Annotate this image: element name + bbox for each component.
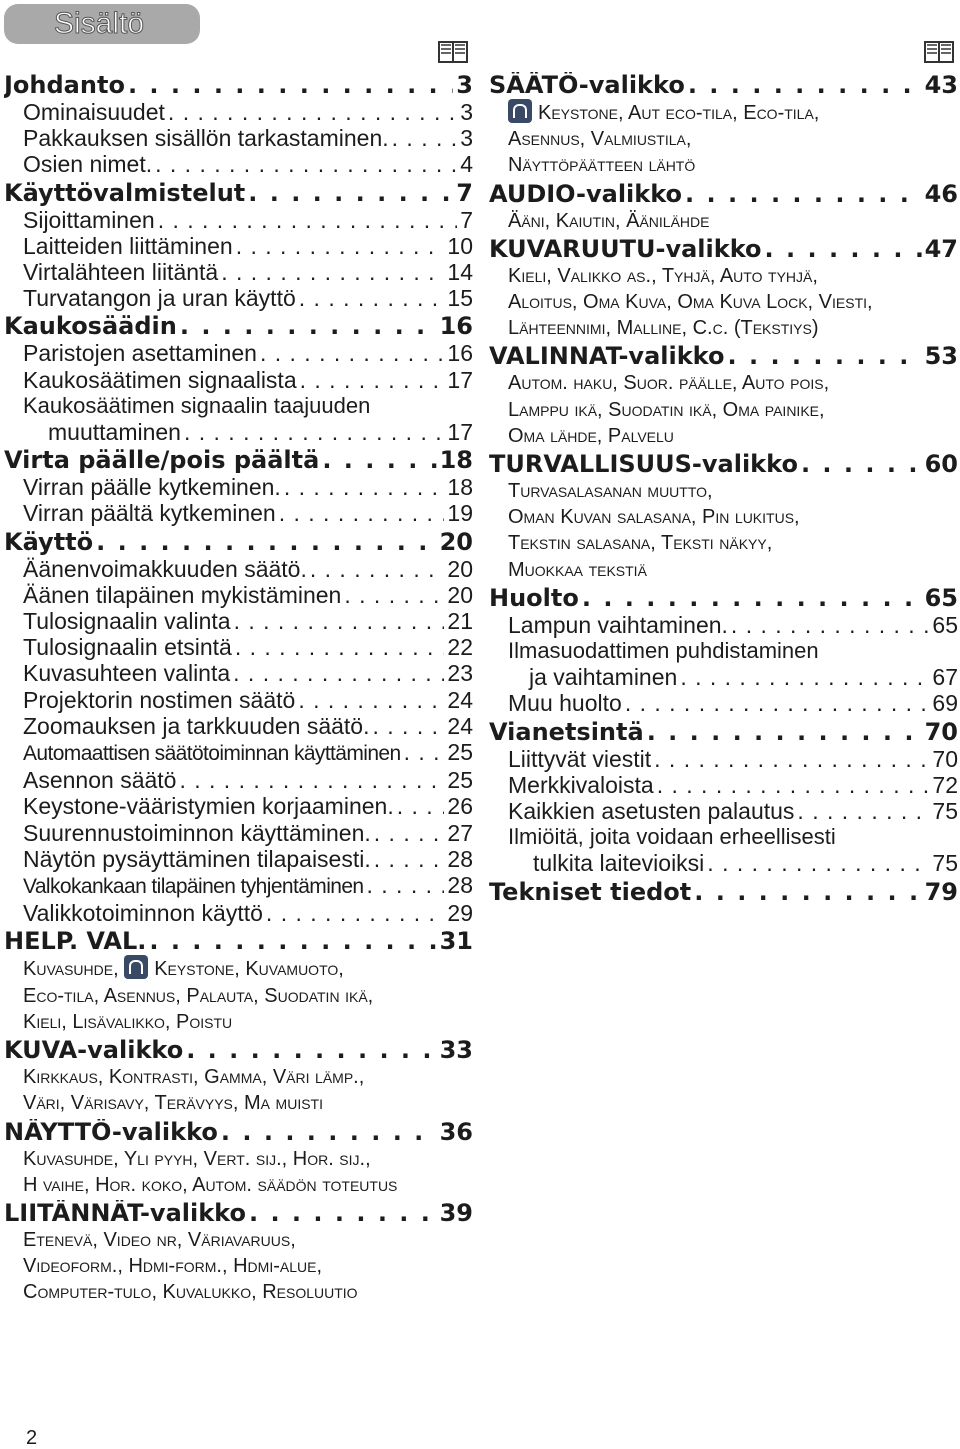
toc-entry-title: Osien nimet.: [23, 151, 153, 178]
dot-leader: [797, 798, 929, 824]
toc-submenu-text: Muokkaa tekstiä: [508, 558, 647, 581]
toc-submenu-text: Kuvasuhde, Yli pyyh, Vert. sij., Hor. sij.,: [23, 1147, 371, 1170]
toc-submenu-line: [4, 1009, 473, 1035]
toc-entry[interactable]: [4, 767, 473, 793]
dot-leader: [582, 585, 922, 612]
toc-right-column: [489, 70, 958, 906]
page-ref: 21: [447, 608, 473, 635]
dot-leader: [322, 447, 436, 474]
page-ref: 70: [924, 718, 958, 746]
toc-entry[interactable]: [4, 687, 473, 713]
dot-leader: [96, 529, 436, 556]
toc-submenu-text: Computer-tulo, Kuvalukko, Resoluutio: [23, 1281, 358, 1304]
page-ref: 25: [447, 739, 473, 766]
toc-entry[interactable]: [4, 151, 473, 177]
toc-chapter-title: LIITÄNNÄT-valikko: [4, 1199, 246, 1227]
toc-submenu-text: Kirkkaus, Kontrasti, Gamma, Väri lämp.,: [23, 1066, 365, 1089]
page-ref: 18: [439, 447, 473, 475]
book-icon: [924, 40, 954, 64]
dot-leader: [694, 879, 921, 906]
toc-entry-title: Kaukosäätimen signaalista: [23, 366, 297, 393]
toc-submenu-line: [4, 1090, 473, 1116]
toc-entry-title: Tulosignaalin etsintä: [23, 634, 232, 661]
toc-submenu-text: Oman Kuvan salasana, Pin lukitus,: [508, 506, 800, 529]
toc-submenu-line: [4, 983, 473, 1009]
toc-chapter-title: VALINNAT-valikko: [489, 343, 725, 371]
dot-leader: [179, 767, 444, 793]
dot-leader: [765, 236, 922, 263]
toc-entry-title: Lampun vaihtaminen.: [508, 611, 728, 638]
toc-entry[interactable]: [4, 259, 473, 285]
dot-leader: [310, 556, 445, 582]
section-banner: [4, 4, 200, 44]
toc-entry-text: Kaukosäätimen signaalin taajuuden: [23, 392, 371, 418]
toc-entry-title: Projektorin nostimen säätö: [23, 686, 296, 713]
page-ref: 27: [447, 819, 473, 846]
toc-entry[interactable]: [4, 125, 473, 151]
page-ref: 17: [447, 419, 473, 446]
toc-submenu-text: Väri, Värisavy, Terävyys, Ma muisti: [23, 1092, 323, 1115]
dot-leader: [374, 820, 445, 846]
toc-entry[interactable]: [489, 772, 958, 798]
toc-entry-title: Laitteiden liittäminen: [23, 232, 233, 259]
toc-chapter-title: Käyttö: [4, 528, 94, 556]
toc-submenu-line: [489, 370, 958, 396]
toc-submenu-text: Kuvasuhde,: [23, 958, 125, 981]
dot-leader: [392, 125, 458, 151]
toc-entry-title: Keystone-vääristymien korjaaminen.: [23, 793, 394, 820]
dot-leader: [158, 207, 458, 233]
toc-entry-title: Zoomauksen ja tarkkuuden säätö.: [23, 712, 370, 739]
toc-chapter[interactable]: [489, 451, 958, 478]
toc-entry[interactable]: [4, 340, 473, 366]
toc-chapter[interactable]: [4, 1200, 473, 1227]
dot-leader: [149, 928, 436, 955]
toc-entry-title: Turvatangon ja uran käyttö: [23, 285, 296, 312]
toc-entry[interactable]: [4, 846, 473, 872]
section-title: Sisältö: [54, 7, 145, 40]
dot-leader: [221, 259, 444, 285]
page-ref: 20: [439, 528, 473, 556]
toc-entry[interactable]: [489, 612, 958, 638]
toc-submenu-text: Tekstin salasana, Teksti näkyy,: [508, 532, 773, 555]
toc-submenu-text: Näyttöpäätteen lähtö: [508, 154, 696, 177]
toc-chapter[interactable]: [489, 343, 958, 370]
dot-leader: [260, 340, 444, 366]
toc-submenu-line: [489, 478, 958, 504]
page-ref: 69: [932, 690, 958, 717]
toc-submenu-line: [489, 423, 958, 449]
toc-chapter-title: HELP. VAL.: [4, 928, 147, 956]
toc-submenu-line: [489, 99, 958, 126]
toc-submenu-text: Videoform., Hdmi-form., Hdmi-alue,: [23, 1255, 322, 1278]
toc-entry[interactable]: [4, 634, 473, 660]
toc-entry-title: Sijoittaminen: [23, 206, 155, 233]
toc-entry[interactable]: [4, 285, 473, 311]
toc-chapter[interactable]: [489, 181, 958, 208]
toc-submenu-line: [489, 397, 958, 423]
toc-submenu-line: [4, 1227, 473, 1253]
toc-chapter[interactable]: [4, 313, 473, 340]
dot-leader: [234, 608, 445, 634]
page-ref: 4: [460, 151, 473, 178]
keystone-icon: [508, 99, 532, 123]
toc-entry[interactable]: [4, 582, 473, 608]
toc-chapter[interactable]: [489, 72, 958, 99]
toc-entry-title: Pakkauksen sisällön tarkastaminen.: [23, 125, 389, 152]
page-ref: 20: [447, 581, 473, 608]
toc-entry[interactable]: [4, 500, 473, 526]
toc-chapter-title: KUVA-valikko: [4, 1037, 184, 1065]
toc-entry-title: Kuvasuhteen valinta: [23, 660, 231, 687]
page-ref: 43: [924, 72, 958, 99]
dot-leader: [374, 846, 445, 872]
page-ref: 33: [439, 1037, 473, 1065]
page-ref: 29: [447, 900, 473, 927]
dot-leader: [266, 900, 444, 926]
dot-leader: [279, 500, 445, 526]
dot-leader: [731, 612, 929, 638]
toc-submenu-line: [4, 1253, 473, 1279]
toc-submenu-line: [4, 1146, 473, 1172]
page-ref: 79: [924, 878, 958, 906]
toc-submenu-line: [4, 1279, 473, 1305]
toc-entry[interactable]: [489, 690, 958, 716]
dot-leader: [657, 772, 930, 798]
dot-leader: [654, 746, 929, 772]
page-ref: 16: [439, 313, 473, 341]
toc-chapter[interactable]: [4, 1037, 473, 1064]
toc-chapter[interactable]: [489, 719, 958, 746]
page-ref: 28: [447, 845, 473, 872]
toc-entry-title: Virran päälle kytkeminen.: [23, 474, 281, 501]
toc-entry-title: Näytön pysäyttäminen tilapaisesti.: [23, 845, 371, 872]
toc-entry-title: Liittyvät viestit: [508, 745, 652, 772]
toc-entry-title: Äänen tilapäinen mykistäminen: [23, 581, 342, 608]
dot-leader: [801, 451, 922, 478]
page-ref: 7: [460, 206, 473, 233]
toc-submenu-text: Ääni, Kaiutin, Äänilähde: [508, 209, 710, 232]
toc-chapter[interactable]: [489, 236, 958, 263]
dot-leader: [184, 419, 444, 445]
page-ref: 47: [924, 235, 958, 263]
toc-entry-title: Merkkivaloista: [508, 771, 654, 798]
page-ref: 3: [460, 99, 473, 125]
toc-entry[interactable]: [489, 798, 958, 824]
page-ref: 24: [447, 712, 473, 739]
dot-leader: [248, 180, 453, 207]
toc-chapter-title: Huolto: [489, 584, 579, 612]
toc-chapter-title: Kaukosäädin: [4, 313, 177, 341]
toc-entry-title: Kaikkien asetusten palautus: [508, 798, 795, 825]
toc-entry-text: Ilmiöitä, joita voidaan erheellisesti: [508, 824, 836, 850]
page-ref: 67: [932, 664, 958, 691]
page-ref: 53: [924, 343, 958, 371]
page-ref: 3: [460, 125, 473, 152]
toc-submenu-text: Aloitus, Oma Kuva, Oma Kuva Lock, Viesti,: [508, 291, 873, 314]
toc-entry-title: Äänenvoimakkuuden säätö.: [23, 555, 307, 582]
dot-leader: [685, 181, 922, 208]
page-ref: 19: [447, 500, 473, 527]
toc-entry[interactable]: [4, 872, 473, 900]
toc-submenu-line: [489, 557, 958, 583]
page-ref: 16: [447, 340, 473, 367]
dot-leader: [235, 634, 445, 660]
toc-entry-title: Valikkotoiminnon käyttö: [23, 900, 263, 927]
toc-entry-title: muuttaminen: [48, 419, 181, 446]
toc-chapter[interactable]: [489, 879, 958, 906]
keystone-icon: [124, 955, 148, 979]
toc-chapter[interactable]: [4, 180, 473, 207]
toc-entry[interactable]: [489, 664, 958, 690]
toc-entry-title: Valkokankaan tilapäinen tyhjentäminen: [23, 875, 364, 899]
toc-submenu-line: [4, 1064, 473, 1090]
toc-left-column: [4, 70, 473, 1306]
dot-leader: [128, 72, 453, 99]
toc-entry-title: Automaattisen säätötoiminnan käyttäminen: [23, 742, 401, 766]
dot-leader: [186, 1037, 436, 1064]
page-number: 2: [26, 1427, 38, 1449]
toc-entry-title: Suurennustoiminnon käyttäminen.: [23, 819, 371, 846]
toc-entry[interactable]: [4, 900, 473, 926]
page-ref: 15: [447, 285, 473, 312]
dot-leader: [155, 151, 457, 177]
page-ref: 72: [932, 771, 958, 798]
toc-entry[interactable]: [4, 419, 473, 445]
toc-entry[interactable]: [4, 739, 473, 767]
toc-chapter-title: KUVARUUTU-valikko: [489, 235, 762, 263]
toc-entry[interactable]: [4, 793, 473, 819]
toc-entry[interactable]: [4, 820, 473, 846]
toc-entry[interactable]: [4, 660, 473, 686]
toc-entry-title: ja vaihtaminen: [529, 664, 678, 691]
toc-entry-title: Muu huolto: [508, 690, 622, 717]
toc-entry[interactable]: [4, 713, 473, 739]
dot-leader: [397, 793, 445, 819]
dot-leader: [404, 739, 445, 765]
dot-leader: [707, 850, 929, 876]
dot-leader: [233, 660, 444, 686]
toc-entry[interactable]: [4, 474, 473, 500]
toc-chapter-title: Johdanto: [4, 72, 125, 99]
toc-entry-title: Asennon säätö: [23, 767, 177, 794]
toc-submenu-line: [489, 126, 958, 152]
dot-leader: [284, 474, 445, 500]
toc-chapter[interactable]: [4, 529, 473, 556]
toc-submenu-text: Lamppu ikä, Suodatin ikä, Oma painike,: [508, 398, 825, 421]
page-ref: 14: [447, 259, 473, 286]
toc-entry-title: Ominaisuudet: [23, 99, 165, 125]
dot-leader: [221, 1119, 437, 1146]
toc-entry[interactable]: [4, 99, 473, 125]
toc-submenu-line: [489, 208, 958, 234]
toc-submenu-line: [489, 504, 958, 530]
page-ref: 31: [439, 928, 473, 956]
page-ref: 18: [447, 474, 473, 501]
dot-leader: [298, 687, 444, 713]
page-ref: 60: [924, 451, 958, 479]
page-ref: 36: [439, 1118, 473, 1146]
toc-submenu-text: Kieli, Valikko as., Tyhjä, Auto tyhjä,: [508, 264, 818, 287]
toc-submenu-line: [4, 1172, 473, 1198]
dot-leader: [680, 664, 929, 690]
page-ref: 75: [932, 798, 958, 825]
toc-chapter[interactable]: [4, 928, 473, 955]
page-ref: 46: [924, 180, 958, 208]
toc-submenu-text: Oma lähde, Palvelu: [508, 424, 674, 447]
page-ref: 22: [447, 634, 473, 661]
page-ref: 23: [447, 660, 473, 687]
toc-entry[interactable]: [4, 233, 473, 259]
toc-chapter[interactable]: [4, 72, 473, 99]
page-ref: 7: [456, 179, 473, 207]
page-ref: 75: [932, 850, 958, 877]
dot-leader: [249, 1200, 437, 1227]
page-ref: 65: [924, 584, 958, 612]
page-ref: 65: [932, 611, 958, 638]
toc-submenu-text: Keystone, Kuvamuoto,: [154, 958, 344, 981]
toc-submenu-text: Lähteennimi, Malline, C.c. (Tekstiys): [508, 317, 819, 340]
toc-entry-text: Ilmasuodattimen puhdistaminen: [508, 638, 819, 664]
toc-chapter-title: Tekniset tiedot: [489, 878, 692, 906]
toc-entry[interactable]: [489, 746, 958, 772]
toc-submenu-text: H vaihe, Hor. koko, Autom. säädön toteutus: [23, 1173, 398, 1196]
toc-entry-title: Tulosignaalin valinta: [23, 608, 231, 635]
toc-entry[interactable]: [489, 850, 958, 876]
dot-leader: [688, 72, 922, 99]
dot-leader: [299, 285, 445, 311]
toc-submenu-line: [489, 315, 958, 341]
toc-submenu-text: Kieli, Lisävalikko, Poistu: [23, 1010, 233, 1033]
dot-leader: [625, 690, 930, 716]
toc-entry-title: Virran päältä kytkeminen: [23, 500, 276, 527]
dot-leader: [168, 99, 457, 125]
toc-entry[interactable]: [4, 556, 473, 582]
toc-submenu-text: Turvasalasanan muutto,: [508, 480, 713, 503]
dot-leader: [180, 313, 437, 340]
toc-submenu-line: [4, 955, 473, 982]
toc-entry-title: tulkita laitevioiksi: [533, 850, 705, 877]
toc-entry[interactable]: [4, 367, 473, 393]
page-ref: 10: [447, 232, 473, 259]
toc-submenu-text: Eco-tila, Asennus, Palauta, Suodatin ikä,: [23, 984, 374, 1007]
toc-chapter-title: Käyttövalmistelut: [4, 179, 246, 207]
page-ref: 70: [932, 745, 958, 772]
toc-chapter[interactable]: [489, 585, 958, 612]
toc-entry[interactable]: [4, 608, 473, 634]
toc-submenu-line: [489, 530, 958, 556]
dot-leader: [344, 582, 444, 608]
toc-submenu-text: Autom. haku, Suor. päälle, Auto pois,: [508, 372, 830, 395]
toc-chapter-title: AUDIO-valikko: [489, 180, 683, 208]
toc-submenu-line: [489, 289, 958, 315]
dot-leader: [372, 713, 444, 739]
toc-entry-title: Virtalähteen liitäntä: [23, 259, 219, 286]
dot-leader: [300, 367, 445, 393]
page-ref: 3: [456, 72, 473, 99]
toc-chapter[interactable]: [4, 447, 473, 474]
toc-entry[interactable]: [4, 207, 473, 233]
toc-submenu-text: Etenevä, Video nr, Väriavaruus,: [23, 1228, 296, 1251]
toc-entry-title: Paristojen asettaminen: [23, 340, 257, 367]
page-ref: 24: [447, 686, 473, 713]
page-ref: 39: [439, 1199, 473, 1227]
dot-leader: [728, 343, 922, 370]
toc-submenu-text: Asennus, Valmiustila,: [508, 128, 692, 151]
toc-chapter-title: Vianetsintä: [489, 718, 644, 746]
toc-chapter-title: SÄÄTÖ-valikko: [489, 72, 685, 99]
dot-leader: [647, 719, 922, 746]
page-ref: 25: [447, 767, 473, 794]
dot-leader: [367, 872, 445, 898]
toc-submenu-text: Keystone, Aut eco-tila, Eco-tila,: [538, 102, 820, 124]
page-ref: 17: [447, 366, 473, 393]
toc-chapter-title: NÄYTTÖ-valikko: [4, 1118, 218, 1146]
page-ref: 20: [447, 555, 473, 582]
toc-submenu-line: [489, 152, 958, 178]
page-ref: 28: [447, 872, 473, 899]
toc-chapter-title: TURVALLISUUS-valikko: [489, 451, 798, 479]
book-icon: [438, 40, 468, 64]
toc-chapter[interactable]: [4, 1119, 473, 1146]
dot-leader: [236, 233, 445, 259]
toc-submenu-line: [489, 263, 958, 289]
page-ref: 26: [447, 793, 473, 820]
toc-chapter-title: Virta päälle/pois päältä: [4, 447, 320, 475]
